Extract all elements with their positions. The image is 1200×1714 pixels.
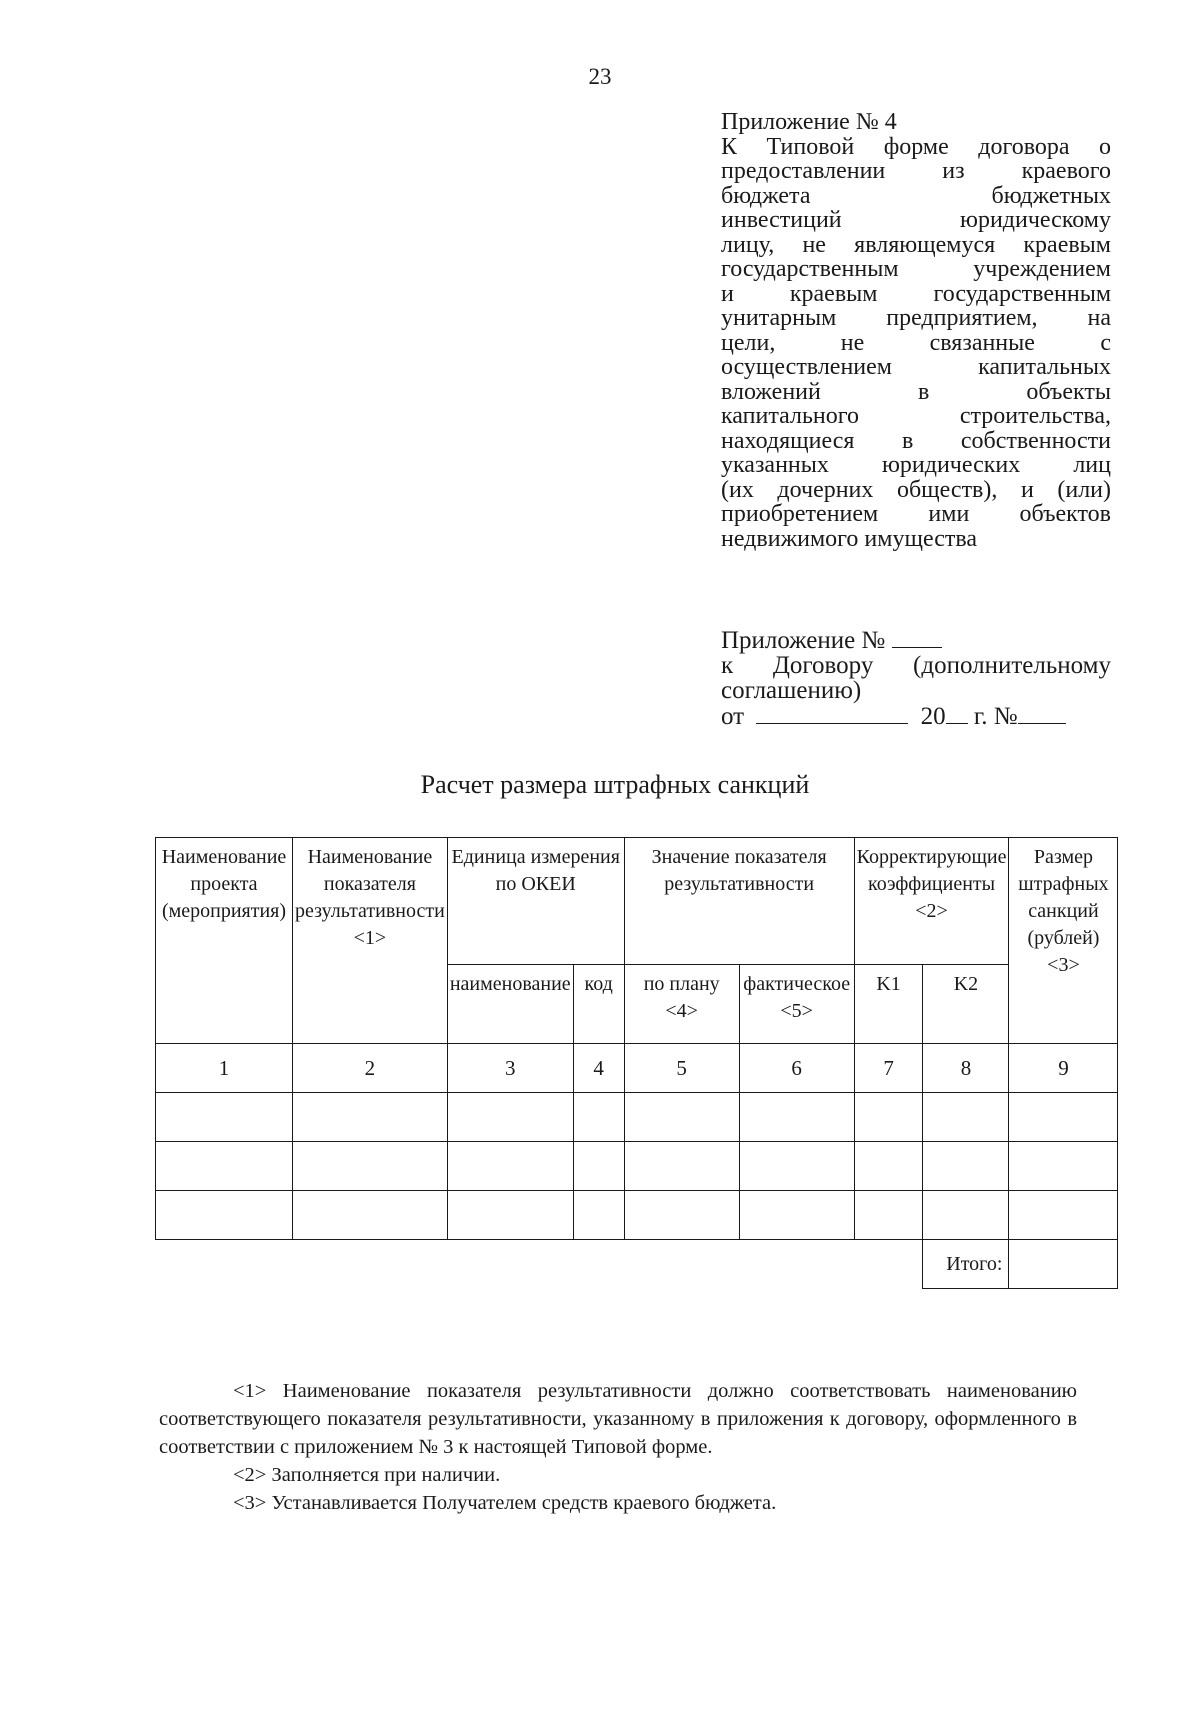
table-cell xyxy=(156,1191,293,1240)
table-cell xyxy=(923,1142,1009,1191)
column-number: 5 xyxy=(624,1044,739,1093)
header-unit-code: код xyxy=(573,965,624,1044)
appendix-line: вложений в объекты xyxy=(721,378,1111,405)
table-cell xyxy=(624,1142,739,1191)
table-cell xyxy=(739,1142,854,1191)
contract-year-prefix: 20 xyxy=(920,703,946,730)
appendix-heading-block xyxy=(721,110,1111,551)
contract-line-4 xyxy=(721,703,1111,729)
table-cell xyxy=(923,1191,1009,1240)
header-k2: K2 xyxy=(923,965,1009,1044)
column-number: 6 xyxy=(739,1044,854,1093)
total-row xyxy=(156,1240,1118,1289)
table-row xyxy=(156,1191,1118,1240)
total-value-cell xyxy=(1009,1240,1118,1289)
year-blank xyxy=(946,703,968,724)
column-number-row xyxy=(156,1044,1118,1093)
appendix-line: находящиеся в собственности xyxy=(721,427,1111,454)
header-indicator-name: Наименование показателя результативности <1> xyxy=(293,838,448,1044)
footnote-1: <1> Наименование показателя результативности должно соответствовать наименованию соответствующего показателя результативности, указанному в приложения к договору, оформленного в соответствии с приложением № 3 к настоящей Типовой форме. xyxy=(159,1380,1077,1458)
table-cell xyxy=(447,1191,573,1240)
contract-appendix-label: Приложение № xyxy=(721,627,886,654)
table-cell xyxy=(156,1093,293,1142)
table-cell xyxy=(573,1142,624,1191)
appendix-line: приобретением ими объектов xyxy=(721,501,1111,527)
appendix-line: предоставлении из краевого xyxy=(721,158,1111,184)
appendix-line: указанных юридических лиц xyxy=(721,452,1111,478)
table-cell xyxy=(624,1191,739,1240)
penalty-calculation-table xyxy=(155,837,1118,1289)
contract-from-label: от xyxy=(721,703,745,730)
total-spacer xyxy=(156,1240,923,1289)
header-indicator-value: Значение показателя результативности xyxy=(624,838,854,965)
contract-line-1 xyxy=(721,627,1111,653)
column-number: 8 xyxy=(923,1044,1009,1093)
table-cell xyxy=(624,1093,739,1142)
table-cell xyxy=(739,1093,854,1142)
contract-number-label: г. № xyxy=(973,703,1018,730)
contract-line-3: соглашению) xyxy=(721,677,862,704)
column-number: 2 xyxy=(293,1044,448,1093)
header-plan: по плану <4> xyxy=(624,965,739,1044)
appendix-line: лицу, не являющемуся краевым xyxy=(721,231,1111,258)
column-number: 7 xyxy=(854,1044,923,1093)
table-cell xyxy=(293,1142,448,1191)
header-unit-name: наименование xyxy=(447,965,573,1044)
table-cell xyxy=(1009,1142,1118,1191)
header-actual: фактическое <5> xyxy=(739,965,854,1044)
contract-line-2: к Договору (дополнительному xyxy=(721,652,1111,679)
footnote-2: <2> Заполняется при наличии. xyxy=(233,1464,501,1486)
footnote-3: <3> Устанавливается Получателем средств краевого бюджета. xyxy=(233,1492,777,1514)
appendix-line: осуществлением капитальных xyxy=(721,354,1111,380)
appendix-line: унитарным предприятием, на xyxy=(721,305,1111,331)
table-cell xyxy=(1009,1093,1118,1142)
appendix-line: недвижимого имущества xyxy=(721,525,977,552)
table-cell xyxy=(293,1191,448,1240)
appendix-line: (их дочерних обществ), и (или) xyxy=(721,476,1111,503)
column-number: 4 xyxy=(573,1044,624,1093)
table-cell xyxy=(1009,1191,1118,1240)
table-cell xyxy=(447,1093,573,1142)
table-cell xyxy=(923,1093,1009,1142)
table-cell xyxy=(447,1142,573,1191)
table-cell xyxy=(293,1093,448,1142)
table-title: Расчет размера штрафных санкций xyxy=(420,770,810,799)
header-penalty-size: Размер штрафных санкций (рублей) <3> xyxy=(1009,838,1118,1044)
total-label: Итого: xyxy=(923,1240,1009,1289)
appendix-line: государственным учреждением xyxy=(721,256,1111,282)
footnotes xyxy=(159,1377,1077,1517)
table-row xyxy=(156,1142,1118,1191)
appendix-title: Приложение № 4 xyxy=(721,109,897,135)
appendix-line: цели, не связанные с xyxy=(721,329,1111,356)
appendix-line: бюджета бюджетных xyxy=(721,182,1111,209)
table-row xyxy=(156,1093,1118,1142)
appendix-line: и краевым государственным xyxy=(721,280,1111,307)
table-cell xyxy=(854,1191,923,1240)
column-number: 1 xyxy=(156,1044,293,1093)
appendix-line: К Типовой форме договора о xyxy=(721,133,1111,160)
column-number: 9 xyxy=(1009,1044,1118,1093)
column-number: 3 xyxy=(447,1044,573,1093)
header-coefficients: Корректирующие коэффициенты <2> xyxy=(854,838,1009,965)
header-unit-okei: Единица измерения по ОКЕИ xyxy=(447,838,624,965)
header-project-name: Наименование проекта (мероприятия) xyxy=(156,838,293,1044)
table-cell xyxy=(854,1142,923,1191)
table-cell xyxy=(156,1142,293,1191)
header-k1: K1 xyxy=(854,965,923,1044)
page-number: 23 xyxy=(588,64,612,89)
table-cell xyxy=(573,1191,624,1240)
appendix-number-blank xyxy=(892,627,942,648)
table-cell xyxy=(854,1093,923,1142)
table-cell xyxy=(573,1093,624,1142)
date-blank xyxy=(756,703,908,724)
appendix-line: инвестиций юридическому xyxy=(721,207,1111,233)
contract-reference-block xyxy=(721,627,1111,729)
appendix-line: капитального строительства, xyxy=(721,403,1111,429)
contract-number-blank xyxy=(1018,703,1066,724)
table-cell xyxy=(739,1191,854,1240)
